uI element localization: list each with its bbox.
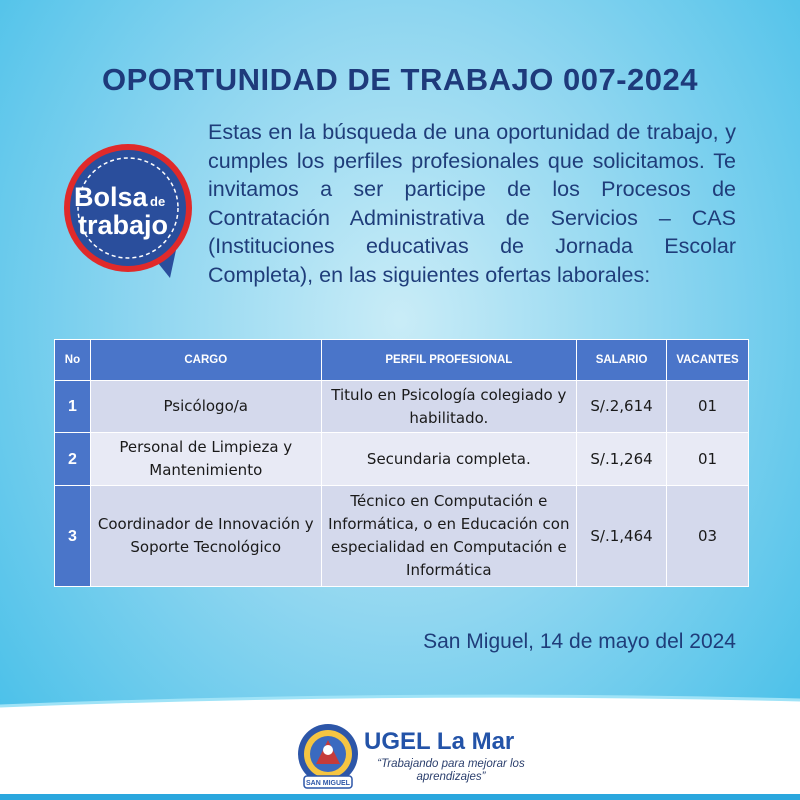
logo-word-de: de [150,194,166,209]
cargo-cell: Psicólogo/a [90,381,321,433]
logo-word-bolsa: Bolsa [74,182,148,212]
table-header-row [55,340,749,381]
ugel-name: UGEL La Mar [364,728,515,755]
row-number: 3 [55,486,91,587]
perfil-cell: Titulo en Psicología colegiado y habilitado. [321,381,577,433]
table-row [55,486,749,587]
table-row [55,433,749,486]
header-perfil: PERFIL PROFESIONAL [321,340,577,381]
row-number: 1 [55,381,91,433]
header-cargo: CARGO [90,340,321,381]
intro-paragraph: Estas en la búsqueda de una oportunidad de trabajo, y cumples los perfiles profesionales que solicitamos. Te invitamos a ser participe de los Procesos de Contratación Administrativa de Servicios – CAS (Instituciones educativas de Jornada Escolar Completa), en las siguientes ofertas laborales: [208,120,736,287]
seal-label: SAN MIGUEL [306,780,350,787]
vacantes-cell: 03 [667,486,749,587]
salario-cell: S/.2,614 [577,381,667,433]
perfil-cell: Secundaria completa. [321,433,577,486]
ugel-brand [296,722,526,792]
cargo-cell: Coordinador de Innovación y Soporte Tecnológico [90,486,321,587]
header-salario: SALARIO [577,340,667,381]
salario-cell: S/.1,464 [577,486,667,587]
header-vacantes: VACANTES [667,340,749,381]
cargo-cell: Personal de Limpieza y Mantenimiento [90,433,321,486]
perfil-cell: Técnico en Computación e Informática, o en Educación con especialidad en Computación e Informática [321,486,577,587]
page-title: OPORTUNIDAD DE TRABAJO 007-2024 [101,62,699,97]
header-no: No [55,340,91,381]
vacantes-cell: 01 [667,433,749,486]
ugel-seal-icon [296,722,360,790]
ugel-slogan: “Trabajando para mejorar los aprendizajes” [377,758,525,783]
bottom-strip [0,794,800,800]
logo-word-trabajo: trabajo [78,210,169,240]
table-row [55,381,749,433]
place-date: San Miguel, 14 de mayo del 2024 [423,630,736,653]
bolsa-de-trabajo-logo [58,140,198,280]
job-offers-table [54,339,749,587]
row-number: 2 [55,433,91,486]
salario-cell: S/.1,264 [577,433,667,486]
vacantes-cell: 01 [667,381,749,433]
